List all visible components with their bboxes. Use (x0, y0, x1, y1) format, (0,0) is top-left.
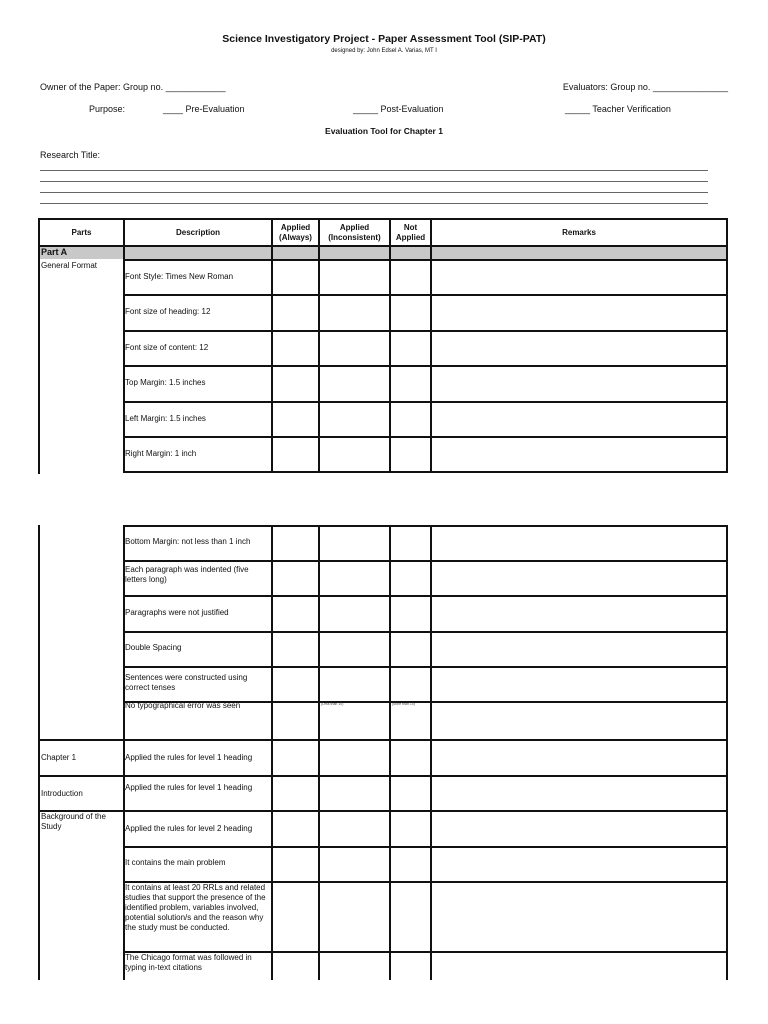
table-rule (123, 401, 728, 403)
criterion-text: Font size of content: 12 (125, 343, 209, 352)
designer-credit: designed by: John Edsel A. Varias, MT I (331, 48, 437, 54)
table-rule (123, 365, 728, 367)
table-rule (123, 846, 728, 848)
header-applied-inconsistent: Applied (Inconsistent) (328, 222, 381, 242)
criterion-text: Right Margin: 1 inch (125, 449, 197, 458)
table-rule (38, 810, 728, 812)
evaluation-tool-title: Evaluation Tool for Chapter 1 (325, 126, 443, 136)
more-than-note: (More than 10) (392, 702, 415, 706)
criterion-text: Font Style: Times New Roman (125, 272, 234, 281)
owner-field: Owner of the Paper: Group no. ____________ (40, 82, 226, 92)
research-title-line (40, 203, 708, 204)
purpose-label: Purpose: (89, 104, 126, 114)
table-rule (123, 330, 728, 332)
criterion-text: Each paragraph was indented (five letters long) (125, 565, 249, 584)
table-rule (123, 666, 728, 668)
assessment-table-page1 (38, 218, 728, 474)
header-applied-always: Applied (Always) (279, 222, 312, 242)
table-rule (123, 471, 728, 473)
table-rule (123, 436, 728, 438)
header-remarks: Remarks (562, 227, 596, 237)
criterion-text: Applied the rules for level 1 heading (125, 783, 253, 792)
criterion-text: Sentences were constructed using correct tenses (125, 673, 248, 692)
research-title-line (40, 170, 708, 171)
criterion-text: It contains at least 20 RRLs and related studies that support the presence of the identified problem, variables involved, potential solution/s and the reason why the study must be conducted. (125, 883, 266, 932)
table-rule (726, 218, 728, 473)
criterion-text: The Chicago format was followed in typing in-text citations (125, 953, 252, 972)
evaluators-field: Evaluators: Group no. _______________ (562, 82, 728, 92)
table-rule (38, 739, 728, 741)
research-title-line (40, 192, 708, 193)
part-general-format: General Format (41, 261, 98, 270)
research-title-line (40, 181, 708, 182)
header-description: Description (175, 227, 220, 237)
research-title-label: Research Title: (40, 150, 101, 160)
criterion-text: Top Margin: 1.5 inches (125, 378, 206, 387)
table-rule (271, 218, 273, 473)
criterion-text: Applied the rules for level 1 heading (125, 753, 253, 762)
table-rule (726, 525, 728, 980)
table-rule (38, 218, 40, 474)
table-rule (123, 294, 728, 296)
document-title: Science Investigatory Project - Paper Assessment Tool (SIP-PAT) (222, 33, 546, 45)
criterion-text: Bottom Margin: not less than 1 inch (125, 537, 251, 546)
table-rule (430, 525, 432, 980)
table-rule (123, 525, 728, 527)
table-rule (389, 218, 391, 473)
criterion-text: Applied the rules for level 2 heading (125, 824, 253, 833)
post-evaluation-option: _____ Post-Evaluation (353, 104, 444, 114)
part-a-bar (38, 247, 728, 259)
table-rule (123, 631, 728, 633)
criterion-text: No typographical error was seen (125, 701, 241, 710)
pre-evaluation-option: ____ Pre-Evaluation (163, 104, 245, 114)
table-rule (123, 595, 728, 597)
teacher-verification-option: _____ Teacher Verification (565, 104, 671, 114)
criterion-text: Font size of heading: 12 (125, 307, 211, 316)
part-a-label: Part A (41, 247, 68, 257)
table-rule (430, 218, 432, 473)
less-than-note: (Less than 10) (321, 702, 344, 706)
criterion-text: Double Spacing (125, 643, 182, 652)
table-rule (123, 560, 728, 562)
table-rule (38, 525, 40, 980)
criterion-text: Left Margin: 1.5 inches (125, 414, 206, 423)
part-background: Background of the Study (41, 812, 106, 831)
table-rule (123, 259, 728, 261)
assessment-table-page2 (38, 525, 728, 980)
table-rule (38, 775, 728, 777)
table-rule (318, 525, 320, 980)
part-chapter-1: Chapter 1 (41, 753, 77, 762)
table-rule (318, 218, 320, 473)
criterion-text: It contains the main problem (125, 858, 226, 867)
part-introduction: Introduction (41, 789, 83, 798)
criterion-text: Paragraphs were not justified (125, 608, 229, 617)
table-rule (389, 525, 391, 980)
table-rule (271, 525, 273, 980)
header-parts: Parts (71, 227, 92, 237)
header-not-applied: Not Applied (395, 222, 426, 242)
